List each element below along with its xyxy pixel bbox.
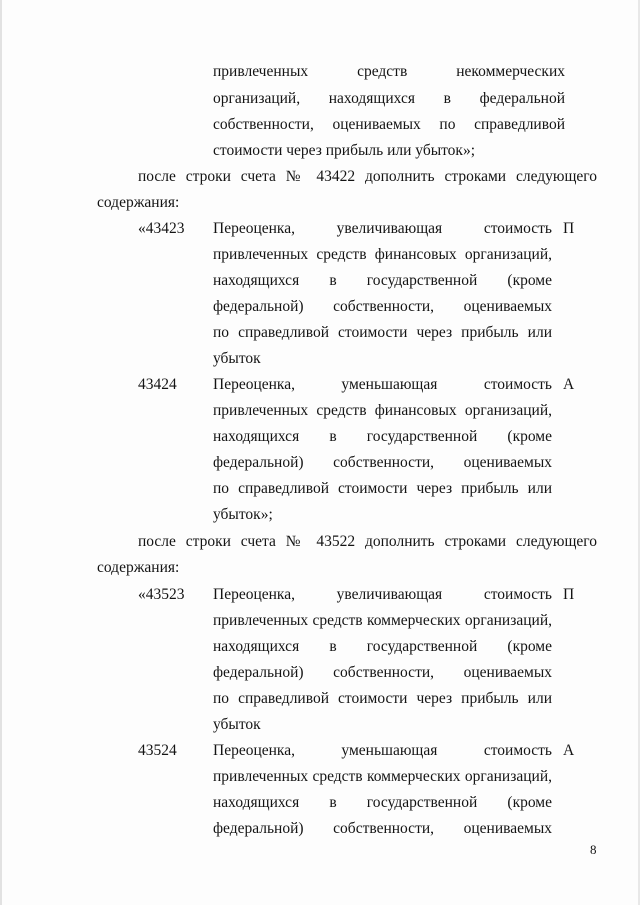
entry-line: по справедливой стоимости через прибыль или	[213, 324, 552, 341]
section-lead: после строки счета № 43522 дополнить строками следующего	[138, 533, 597, 550]
entry-line: привлеченных средств финансовых организаций,	[213, 246, 552, 263]
entry-line: убыток	[213, 350, 261, 367]
entry-line: убыток»;	[213, 506, 273, 523]
entry-line: привлеченных средств коммерческих организаций,	[213, 612, 552, 629]
account-type-letter: П	[563, 586, 575, 603]
entry-line: Переоценка, увеличивающая стоимость	[213, 220, 552, 237]
entry-line: находящихся в государственной (кроме	[213, 428, 552, 445]
account-type-letter: А	[563, 742, 575, 759]
account-code: «43423	[138, 220, 185, 237]
entry-line: Переоценка, уменьшающая стоимость	[213, 742, 552, 759]
intro-line: организаций, находящихся в федеральной	[213, 90, 565, 107]
entry-line: по справедливой стоимости через прибыль или	[213, 690, 552, 707]
entry-line: федеральной) собственности, оцениваемых	[213, 298, 552, 315]
entry-line: привлеченных средств финансовых организаций,	[213, 402, 552, 419]
entry-line: Переоценка, уменьшающая стоимость	[213, 376, 552, 393]
entry-line: Переоценка, увеличивающая стоимость	[213, 586, 552, 603]
entry-line: убыток	[213, 716, 261, 733]
entry-line: федеральной) собственности, оцениваемых	[213, 664, 552, 681]
section-lead-continuation: содержания:	[97, 194, 180, 211]
account-code: «43523	[138, 586, 185, 603]
account-type-letter: А	[563, 376, 575, 393]
account-code: 43424	[138, 376, 177, 393]
entry-line: находящихся в государственной (кроме	[213, 272, 552, 289]
intro-line: стоимости через прибыль или убыток»;	[213, 142, 476, 159]
account-code: 43524	[138, 742, 177, 759]
intro-line: привлеченных средств некоммерческих	[213, 63, 565, 80]
entry-line: привлеченных средств коммерческих организаций,	[213, 768, 552, 785]
entry-line: федеральной) собственности, оцениваемых	[213, 454, 552, 471]
entry-line: находящихся в государственной (кроме	[213, 794, 552, 811]
entry-line: федеральной) собственности, оцениваемых	[213, 820, 552, 837]
entry-line: по справедливой стоимости через прибыль или	[213, 480, 552, 497]
account-type-letter: П	[563, 220, 575, 237]
intro-line: собственности, оцениваемых по справедливой	[213, 116, 565, 133]
entry-line: находящихся в государственной (кроме	[213, 638, 552, 655]
scan-edge-left	[0, 0, 2, 905]
section-lead-continuation: содержания:	[97, 559, 180, 576]
page-number: 8	[590, 842, 597, 857]
section-lead: после строки счета № 43422 дополнить строками следующего	[138, 168, 597, 185]
